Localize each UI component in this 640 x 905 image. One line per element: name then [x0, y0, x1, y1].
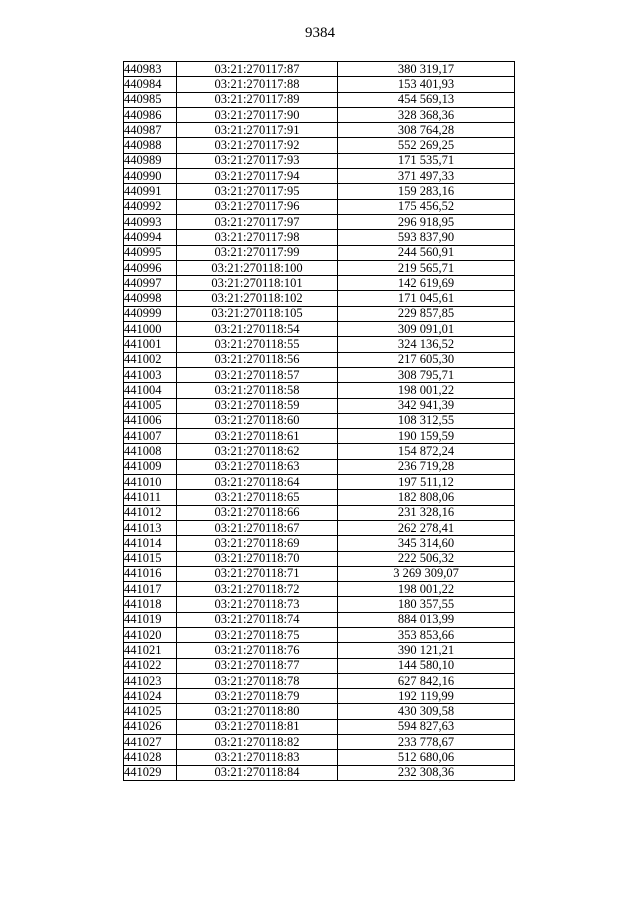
cadastral-number-cell: 03:21:270118:57	[177, 367, 338, 382]
cadastral-value-cell: 552 269,25	[338, 138, 515, 153]
cadastral-number-cell: 03:21:270118:102	[177, 291, 338, 306]
cadastral-value-cell: 219 565,71	[338, 260, 515, 275]
cadastral-value-cell: 153 401,93	[338, 77, 515, 92]
table-row	[124, 658, 515, 673]
cadastral-number-cell: 03:21:270118:83	[177, 750, 338, 765]
cadastral-value-cell: 233 778,67	[338, 735, 515, 750]
table-row	[124, 520, 515, 535]
table-row	[124, 199, 515, 214]
table-row	[124, 153, 515, 168]
row-number-cell: 441015	[124, 551, 177, 566]
cadastral-value-cell: 180 357,55	[338, 597, 515, 612]
row-number-cell: 440985	[124, 92, 177, 107]
row-number-cell: 440988	[124, 138, 177, 153]
cadastral-number-cell: 03:21:270118:66	[177, 505, 338, 520]
table-row	[124, 260, 515, 275]
cadastral-value-cell: 217 605,30	[338, 352, 515, 367]
table-row	[124, 306, 515, 321]
row-number-cell: 440983	[124, 62, 177, 77]
cadastral-number-cell: 03:21:270118:61	[177, 429, 338, 444]
table-row	[124, 214, 515, 229]
row-number-cell: 440998	[124, 291, 177, 306]
cadastral-number-cell: 03:21:270118:100	[177, 260, 338, 275]
table-row	[124, 444, 515, 459]
table-row	[124, 62, 515, 77]
table-row	[124, 643, 515, 658]
cadastral-number-cell: 03:21:270117:96	[177, 199, 338, 214]
row-number-cell: 441016	[124, 566, 177, 581]
cadastral-number-cell: 03:21:270117:87	[177, 62, 338, 77]
cadastral-number-cell: 03:21:270118:73	[177, 597, 338, 612]
cadastral-value-cell: 232 308,36	[338, 765, 515, 780]
cadastral-number-cell: 03:21:270118:80	[177, 704, 338, 719]
table-row	[124, 689, 515, 704]
table-row	[124, 322, 515, 337]
cadastral-value-cell: 197 511,12	[338, 475, 515, 490]
row-number-cell: 441028	[124, 750, 177, 765]
cadastral-number-cell: 03:21:270118:79	[177, 689, 338, 704]
cadastral-number-cell: 03:21:270118:54	[177, 322, 338, 337]
cadastral-value-cell: 3 269 309,07	[338, 566, 515, 581]
table-row	[124, 245, 515, 260]
cadastral-number-cell: 03:21:270118:58	[177, 383, 338, 398]
cadastral-value-cell: 142 619,69	[338, 276, 515, 291]
row-number-cell: 441021	[124, 643, 177, 658]
row-number-cell: 441002	[124, 352, 177, 367]
cadastral-number-cell: 03:21:270118:60	[177, 413, 338, 428]
cadastral-number-cell: 03:21:270118:71	[177, 566, 338, 581]
table-row	[124, 184, 515, 199]
table-row	[124, 352, 515, 367]
row-number-cell: 441012	[124, 505, 177, 520]
table-row	[124, 383, 515, 398]
cadastral-number-cell: 03:21:270117:90	[177, 107, 338, 122]
row-number-cell: 440995	[124, 245, 177, 260]
cadastral-number-cell: 03:21:270118:67	[177, 520, 338, 535]
cadastral-value-cell: 380 319,17	[338, 62, 515, 77]
cadastral-number-cell: 03:21:270118:82	[177, 735, 338, 750]
table-row	[124, 490, 515, 505]
row-number-cell: 441023	[124, 673, 177, 688]
row-number-cell: 441010	[124, 475, 177, 490]
cadastral-value-cell: 371 497,33	[338, 169, 515, 184]
row-number-cell: 441025	[124, 704, 177, 719]
cadastral-value-cell: 159 283,16	[338, 184, 515, 199]
cadastral-number-cell: 03:21:270118:59	[177, 398, 338, 413]
cadastral-value-cell: 345 314,60	[338, 536, 515, 551]
row-number-cell: 441029	[124, 765, 177, 780]
cadastral-number-cell: 03:21:270118:64	[177, 475, 338, 490]
cadastral-number-cell: 03:21:270118:69	[177, 536, 338, 551]
cadastral-value-cell: 430 309,58	[338, 704, 515, 719]
cadastral-value-cell: 175 456,52	[338, 199, 515, 214]
table-row	[124, 429, 515, 444]
row-number-cell: 441027	[124, 735, 177, 750]
table-row	[124, 536, 515, 551]
cadastral-number-cell: 03:21:270118:76	[177, 643, 338, 658]
table-row	[124, 276, 515, 291]
row-number-cell: 440994	[124, 230, 177, 245]
cadastral-value-cell: 308 764,28	[338, 123, 515, 138]
table-row	[124, 551, 515, 566]
cadastral-value-cell: 182 808,06	[338, 490, 515, 505]
cadastral-number-cell: 03:21:270117:95	[177, 184, 338, 199]
cadastral-number-cell: 03:21:270118:55	[177, 337, 338, 352]
cadastral-value-cell: 236 719,28	[338, 459, 515, 474]
row-number-cell: 440997	[124, 276, 177, 291]
row-number-cell: 440993	[124, 214, 177, 229]
row-number-cell: 441020	[124, 627, 177, 642]
row-number-cell: 441008	[124, 444, 177, 459]
cadastral-value-cell: 198 001,22	[338, 582, 515, 597]
cadastral-value-cell: 328 368,36	[338, 107, 515, 122]
cadastral-number-cell: 03:21:270118:56	[177, 352, 338, 367]
table-row	[124, 77, 515, 92]
table-row	[124, 719, 515, 734]
table-row	[124, 704, 515, 719]
table-row	[124, 597, 515, 612]
cadastral-value-cell: 262 278,41	[338, 520, 515, 535]
cadastral-value-cell: 192 119,99	[338, 689, 515, 704]
table-row	[124, 475, 515, 490]
cadastral-value-cell: 244 560,91	[338, 245, 515, 260]
table-row	[124, 750, 515, 765]
table-row	[124, 459, 515, 474]
table-row	[124, 627, 515, 642]
row-number-cell: 441004	[124, 383, 177, 398]
row-number-cell: 441005	[124, 398, 177, 413]
cadastral-value-cell: 512 680,06	[338, 750, 515, 765]
cadastral-number-cell: 03:21:270117:92	[177, 138, 338, 153]
cadastral-number-cell: 03:21:270118:70	[177, 551, 338, 566]
cadastral-value-cell: 309 091,01	[338, 322, 515, 337]
cadastral-value-table	[123, 61, 515, 781]
cadastral-value-cell: 884 013,99	[338, 612, 515, 627]
cadastral-value-cell: 454 569,13	[338, 92, 515, 107]
cadastral-value-cell: 171 045,61	[338, 291, 515, 306]
cadastral-value-cell: 593 837,90	[338, 230, 515, 245]
row-number-cell: 440987	[124, 123, 177, 138]
cadastral-value-cell: 324 136,52	[338, 337, 515, 352]
table-row	[124, 337, 515, 352]
cadastral-number-cell: 03:21:270117:94	[177, 169, 338, 184]
row-number-cell: 440984	[124, 77, 177, 92]
table-row	[124, 123, 515, 138]
cadastral-number-cell: 03:21:270117:88	[177, 77, 338, 92]
table-row	[124, 765, 515, 780]
row-number-cell: 440996	[124, 260, 177, 275]
cadastral-number-cell: 03:21:270118:101	[177, 276, 338, 291]
cadastral-number-cell: 03:21:270118:62	[177, 444, 338, 459]
cadastral-number-cell: 03:21:270117:93	[177, 153, 338, 168]
row-number-cell: 441014	[124, 536, 177, 551]
cadastral-number-cell: 03:21:270117:99	[177, 245, 338, 260]
row-number-cell: 441011	[124, 490, 177, 505]
table-row	[124, 612, 515, 627]
cadastral-number-cell: 03:21:270118:63	[177, 459, 338, 474]
row-number-cell: 441006	[124, 413, 177, 428]
row-number-cell: 441024	[124, 689, 177, 704]
cadastral-value-cell: 190 159,59	[338, 429, 515, 444]
cadastral-value-cell: 229 857,85	[338, 306, 515, 321]
table-row	[124, 367, 515, 382]
cadastral-value-cell: 231 328,16	[338, 505, 515, 520]
cadastral-value-cell: 198 001,22	[338, 383, 515, 398]
cadastral-value-cell: 308 795,71	[338, 367, 515, 382]
table-row	[124, 291, 515, 306]
table-row	[124, 230, 515, 245]
row-number-cell: 441017	[124, 582, 177, 597]
row-number-cell: 441013	[124, 520, 177, 535]
cadastral-value-cell: 342 941,39	[338, 398, 515, 413]
cadastral-number-cell: 03:21:270117:97	[177, 214, 338, 229]
table-row	[124, 398, 515, 413]
cadastral-number-cell: 03:21:270118:81	[177, 719, 338, 734]
row-number-cell: 440990	[124, 169, 177, 184]
cadastral-number-cell: 03:21:270118:72	[177, 582, 338, 597]
table-row	[124, 582, 515, 597]
table-row	[124, 138, 515, 153]
row-number-cell: 441018	[124, 597, 177, 612]
cadastral-number-cell: 03:21:270118:65	[177, 490, 338, 505]
cadastral-value-cell: 353 853,66	[338, 627, 515, 642]
cadastral-number-cell: 03:21:270118:105	[177, 306, 338, 321]
row-number-cell: 441009	[124, 459, 177, 474]
row-number-cell: 440986	[124, 107, 177, 122]
row-number-cell: 441001	[124, 337, 177, 352]
row-number-cell: 441000	[124, 322, 177, 337]
table-row	[124, 107, 515, 122]
row-number-cell: 441007	[124, 429, 177, 444]
cadastral-number-cell: 03:21:270117:98	[177, 230, 338, 245]
cadastral-number-cell: 03:21:270117:91	[177, 123, 338, 138]
row-number-cell: 441003	[124, 367, 177, 382]
row-number-cell: 441022	[124, 658, 177, 673]
cadastral-value-cell: 594 827,63	[338, 719, 515, 734]
cadastral-value-cell: 154 872,24	[338, 444, 515, 459]
cadastral-value-cell: 296 918,95	[338, 214, 515, 229]
table-row	[124, 673, 515, 688]
table-body	[124, 62, 515, 781]
cadastral-number-cell: 03:21:270117:89	[177, 92, 338, 107]
table-row	[124, 735, 515, 750]
cadastral-value-cell: 171 535,71	[338, 153, 515, 168]
cadastral-number-cell: 03:21:270118:77	[177, 658, 338, 673]
row-number-cell: 441026	[124, 719, 177, 734]
table-row	[124, 413, 515, 428]
page-number: 9384	[305, 25, 335, 41]
table-row	[124, 169, 515, 184]
cadastral-value-cell: 144 580,10	[338, 658, 515, 673]
row-number-cell: 440989	[124, 153, 177, 168]
cadastral-value-cell: 108 312,55	[338, 413, 515, 428]
row-number-cell: 440992	[124, 199, 177, 214]
cadastral-number-cell: 03:21:270118:78	[177, 673, 338, 688]
table-row	[124, 92, 515, 107]
cadastral-number-cell: 03:21:270118:84	[177, 765, 338, 780]
table-row	[124, 566, 515, 581]
table-row	[124, 505, 515, 520]
cadastral-value-cell: 627 842,16	[338, 673, 515, 688]
cadastral-number-cell: 03:21:270118:74	[177, 612, 338, 627]
cadastral-value-cell: 222 506,32	[338, 551, 515, 566]
cadastral-value-cell: 390 121,21	[338, 643, 515, 658]
row-number-cell: 440991	[124, 184, 177, 199]
cadastral-number-cell: 03:21:270118:75	[177, 627, 338, 642]
row-number-cell: 440999	[124, 306, 177, 321]
row-number-cell: 441019	[124, 612, 177, 627]
